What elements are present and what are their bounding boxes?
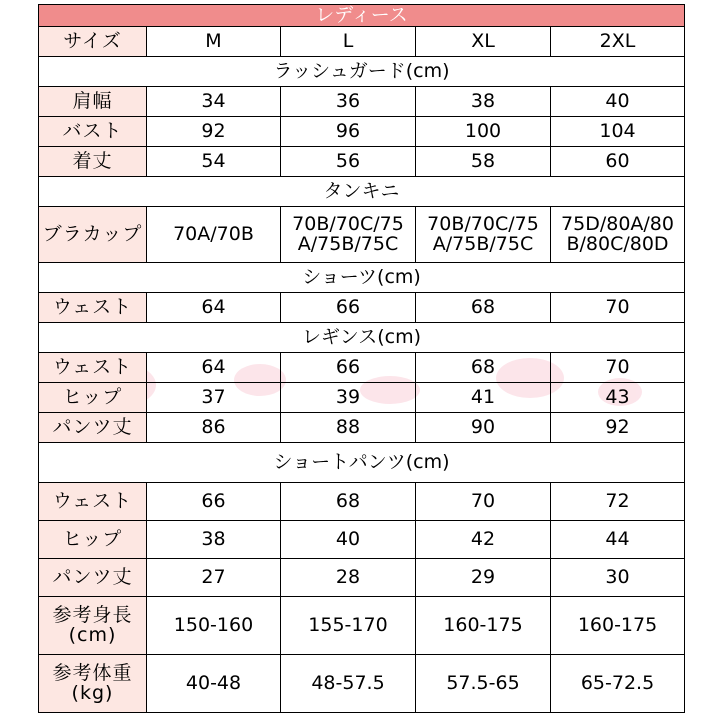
cell-line: A/75B/75C (432, 232, 534, 255)
label-line: (kg) (71, 681, 114, 704)
label-line: 参考体重 (52, 661, 133, 684)
table-cell: 38 (147, 521, 281, 559)
table-row (39, 483, 685, 521)
table-row (39, 353, 685, 383)
chart-title: レディース (39, 5, 685, 27)
title-row (39, 5, 685, 27)
table-cell: 96 (281, 117, 416, 147)
table-cell: 72 (551, 483, 685, 521)
table-row (39, 521, 685, 559)
section-header-row (39, 263, 685, 293)
table-cell (281, 207, 416, 263)
table-cell: 30 (551, 559, 685, 597)
table-cell: 29 (416, 559, 551, 597)
table-row (39, 293, 685, 323)
table-cell: 44 (551, 521, 685, 559)
table-row (39, 147, 685, 177)
table-cell: 66 (281, 293, 416, 323)
table-cell: 70 (551, 353, 685, 383)
row-label: ヒップ (39, 383, 147, 413)
table-cell: 90 (416, 413, 551, 443)
table-cell: 56 (281, 147, 416, 177)
table-cell: 40 (281, 521, 416, 559)
table-cell: 40-48 (147, 655, 281, 713)
cell-line: 75D/80A/80 (561, 212, 674, 235)
table-row (39, 383, 685, 413)
table-row (39, 117, 685, 147)
table-cell: 66 (281, 353, 416, 383)
table-cell: 40 (551, 87, 685, 117)
table-row (39, 413, 685, 443)
table-cell: 70 (416, 483, 551, 521)
size-chart-table (38, 4, 685, 713)
table-cell: 27 (147, 559, 281, 597)
table-cell: 42 (416, 521, 551, 559)
table-cell: 100 (416, 117, 551, 147)
cell-line: A/75B/75C (297, 232, 399, 255)
table-cell: 64 (147, 293, 281, 323)
row-label: バスト (39, 117, 147, 147)
table-cell: 155-170 (281, 597, 416, 655)
table-cell: 54 (147, 147, 281, 177)
table-cell: 92 (147, 117, 281, 147)
size-header-row (39, 27, 685, 57)
row-label (39, 597, 147, 655)
table-cell: 68 (416, 293, 551, 323)
table-cell: 37 (147, 383, 281, 413)
size-l-header: L (281, 27, 416, 57)
table-cell (147, 207, 281, 263)
rashguard-heading: ラッシュガード(cm) (39, 57, 685, 87)
shorts-heading: ショーツ(cm) (39, 263, 685, 293)
table-row (39, 655, 685, 713)
row-label: ウェスト (39, 293, 147, 323)
table-cell: 88 (281, 413, 416, 443)
table-cell: 58 (416, 147, 551, 177)
table-cell: 36 (281, 87, 416, 117)
row-label (39, 655, 147, 713)
size-2xl-header: 2XL (551, 27, 685, 57)
table-cell: 60 (551, 147, 685, 177)
table-row (39, 559, 685, 597)
cell-line: 70B/70C/75 (292, 212, 404, 235)
row-label: ウェスト (39, 353, 147, 383)
table-cell: 86 (147, 413, 281, 443)
row-label: パンツ丈 (39, 413, 147, 443)
label-line: (cm) (68, 623, 117, 646)
table-cell: 64 (147, 353, 281, 383)
table-cell: 28 (281, 559, 416, 597)
table-cell: 57.5-65 (416, 655, 551, 713)
row-label: ブラカップ (39, 207, 147, 263)
leggings-heading: レギンス(cm) (39, 323, 685, 353)
table-row (39, 207, 685, 263)
table-row (39, 87, 685, 117)
size-xl-header: XL (416, 27, 551, 57)
table-cell: 160-175 (416, 597, 551, 655)
cell-line: 70A/70B (173, 222, 254, 245)
row-label: 着丈 (39, 147, 147, 177)
table-cell (416, 207, 551, 263)
row-label: ウェスト (39, 483, 147, 521)
cell-line: B/80C/80D (566, 232, 669, 255)
section-header-row (39, 57, 685, 87)
label-line: 参考身長 (52, 603, 133, 626)
section-header-row (39, 443, 685, 483)
table-cell: 41 (416, 383, 551, 413)
table-cell: 34 (147, 87, 281, 117)
table-cell: 70 (551, 293, 685, 323)
table-cell: 48-57.5 (281, 655, 416, 713)
tankini-heading: タンキニ (39, 177, 685, 207)
section-header-row (39, 323, 685, 353)
table-cell: 160-175 (551, 597, 685, 655)
table-cell: 68 (416, 353, 551, 383)
section-header-row (39, 177, 685, 207)
cell-line: 70B/70C/75 (427, 212, 539, 235)
row-label: パンツ丈 (39, 559, 147, 597)
short-pants-heading: ショートパンツ(cm) (39, 443, 685, 483)
table-cell: 150-160 (147, 597, 281, 655)
table-cell (551, 207, 685, 263)
row-label: ヒップ (39, 521, 147, 559)
table-cell: 68 (281, 483, 416, 521)
table-row (39, 597, 685, 655)
table-cell: 39 (281, 383, 416, 413)
size-label: サイズ (39, 27, 147, 57)
table-cell: 38 (416, 87, 551, 117)
row-label: 肩幅 (39, 87, 147, 117)
table-cell: 92 (551, 413, 685, 443)
table-cell: 104 (551, 117, 685, 147)
size-m-header: M (147, 27, 281, 57)
table-cell: 43 (551, 383, 685, 413)
table-cell: 65-72.5 (551, 655, 685, 713)
table-cell: 66 (147, 483, 281, 521)
